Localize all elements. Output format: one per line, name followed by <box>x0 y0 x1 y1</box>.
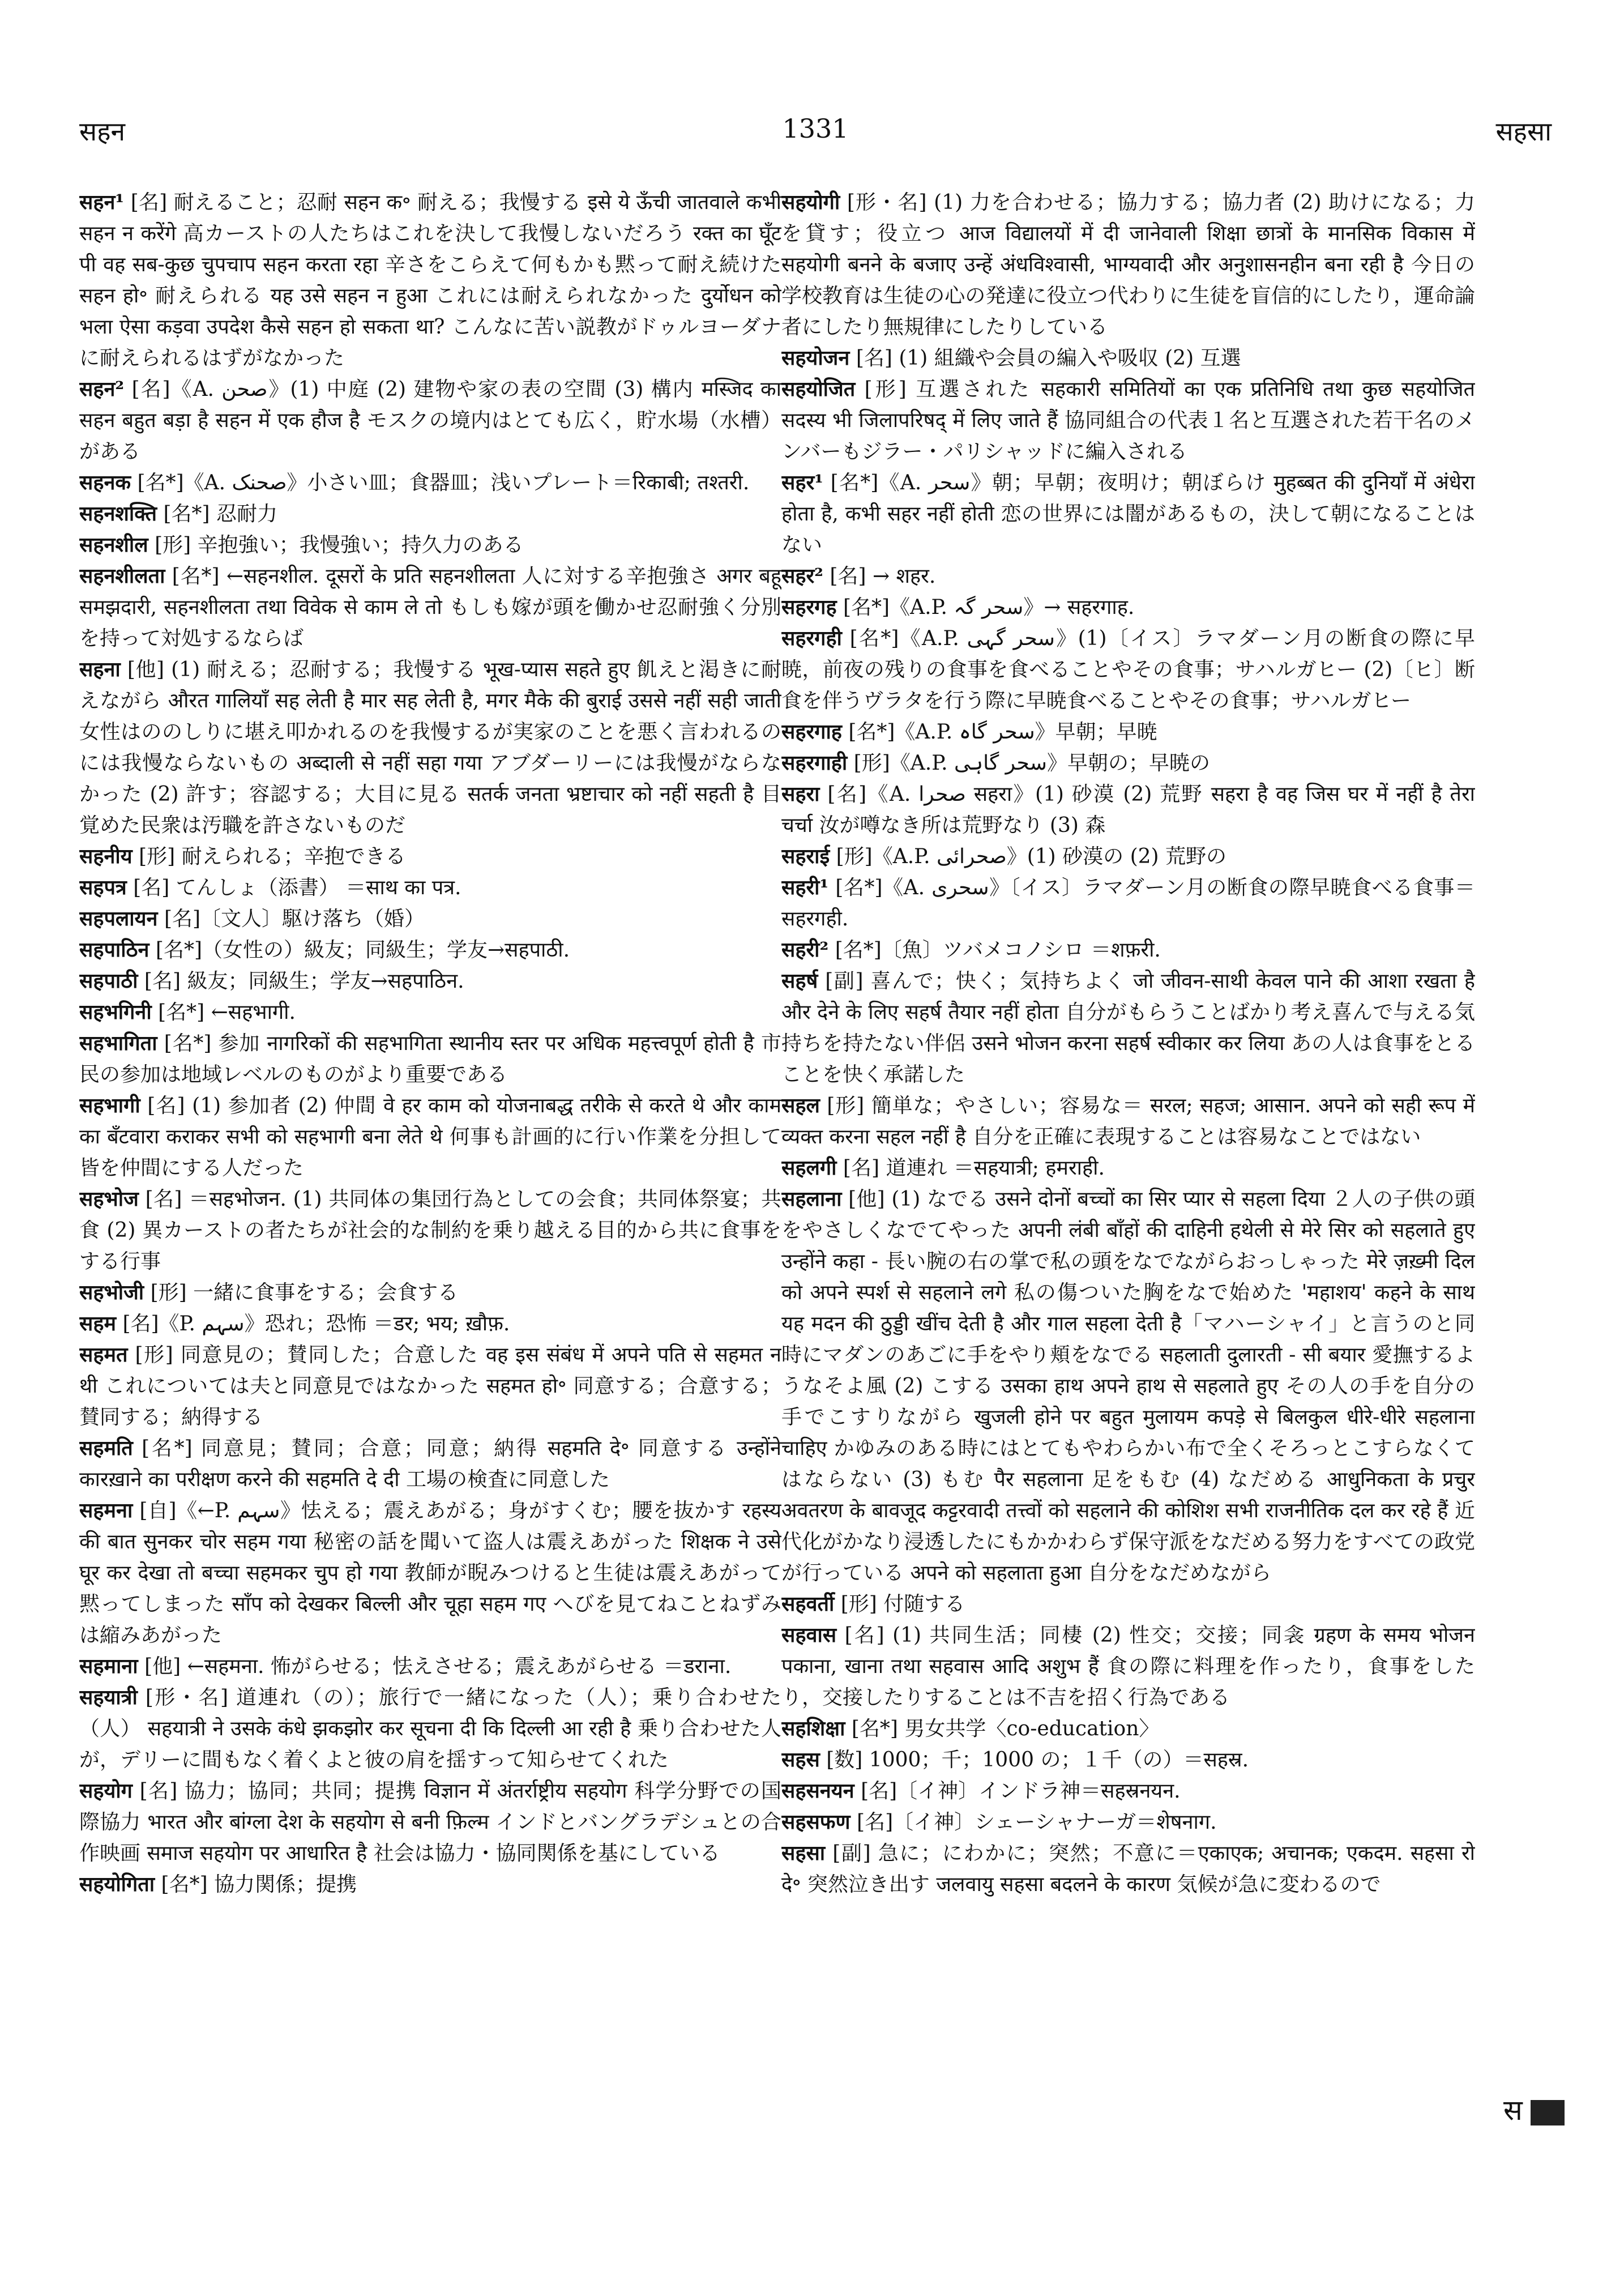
dictionary-entry <box>781 872 1475 934</box>
entry-headword: सहभोजी <box>79 1281 144 1304</box>
dictionary-entry <box>79 1433 781 1495</box>
dictionary-entry <box>79 997 781 1028</box>
entry-definition: [名] てんしょ（添書） ＝साथ का पत्र. <box>133 876 461 899</box>
entry-definition: [形] 同意見の；賛同した；合意した वह इस संबंध में अपने पति से सहमत न थी これについては夫と同意見ではなかった सहमत हो॰ 同意する；合意する；賛同する；納得する <box>79 1343 781 1429</box>
entry-definition: [名*]〔魚〕ツバメコノシロ ＝शफ़री. <box>835 938 1161 962</box>
entry-definition: [副] 急に；にわかに；突然；不意に＝एकाएक; अचानक; एकदम. सहसा रो दे॰ 突然泣き出す जलवायु सहसा बदलने के कारण 気候が急に変わるので <box>781 1842 1475 1896</box>
entry-definition: [形] 簡単な；やさしい；容易な＝ सरल; सहज; आसान. अपने को सही रूप में व्यक्त करना सहल नहीं है 自分を正確に表現することは容易なことではない <box>781 1094 1475 1149</box>
entry-definition: [名] 耐えること；忍耐 सहन क॰ 耐える；我慢する इसे ये ऊँची जातवाले कभी सहन न करेंगे 高カーストの人たちはこれを決して我慢しないだろう रक्त का घूँट पी वह सब-कुछ चुपचाप सहन करता रहा 辛さをこらえて何もかも黙って耐え続けた सहन हो॰ 耐えられる यह उसे सहन न हुआ これには耐えられなかった दुर्योधन को भला ऐसा कड़वा उपदेश कैसे सहन हो सकता था? こんなに苦い説教がドゥルヨーダナに耐えられるはずがなかった <box>79 191 781 370</box>
dictionary-entry <box>79 654 781 841</box>
dictionary-entry <box>781 934 1475 966</box>
dictionary-entry <box>79 374 781 467</box>
entry-headword: सहयात्री <box>79 1685 138 1709</box>
entry-headword: सहनशक्ति <box>79 502 157 526</box>
dictionary-entry <box>79 1869 781 1900</box>
entry-headword: सहलगी <box>781 1156 837 1180</box>
entry-headword: सहस <box>781 1748 820 1772</box>
entry-headword: सहन² <box>79 377 125 401</box>
entry-definition: [名]《A. صحن》(1) 中庭 (2) 建物や家の表の空間 (3) 構内 मस्जिद का सहन बहुत बड़ा है सहन में एक हौज है モスクの境内はとても広く，貯水場（水槽）がある <box>79 378 781 463</box>
entry-headword: सहभागी <box>79 1094 140 1117</box>
dictionary-entry <box>79 561 781 654</box>
dictionary-entry <box>781 1775 1475 1807</box>
dictionary-entry <box>781 187 1475 343</box>
dictionary-entry <box>781 1184 1475 1589</box>
entry-headword: सहवास <box>781 1623 837 1647</box>
dictionary-entry <box>79 187 781 374</box>
dictionary-entry <box>781 779 1475 841</box>
dictionary-entry <box>79 934 781 966</box>
entry-headword: सहरगही <box>781 626 842 650</box>
thumb-index-mark <box>1531 2100 1565 2125</box>
dictionary-entry <box>79 467 781 498</box>
entry-headword: सहनीय <box>79 844 133 868</box>
page-header <box>79 113 1552 164</box>
dictionary-entry <box>79 966 781 997</box>
entry-definition: [名] 道連れ ＝सहयात्री; हमराही. <box>843 1156 1105 1180</box>
entry-definition: [形・名] (1) 力を合わせる；協力する；協力者 (2) 助けになる；力を貸す；役立つ आज विद्यालयों में दी जानेवाली शिक्षा छात्रों के मानसिक विकास में सहयोगी बनने के बजाए उन्हें अंधविश्वासी, भाग्यवादी और अनुशासनहीन बना रही है 今日の学校教育は生徒の心の発達に役立つ代わりに生徒を盲信的にしたり，運命論者にしたり無規律にしたりしている <box>781 191 1475 339</box>
entry-headword: सहल <box>781 1094 820 1117</box>
entry-definition: [名*]《A.P. سحر گہی》(1)〔イス〕ラマダーン月の断食の際に早暁，前夜の残りの食事を食べることやその食事；サハルガヒー (2)〔ヒ〕断食を伴うヴラタを行う際に早暁食べることやその食事；サハルガヒー <box>781 627 1475 712</box>
entry-definition: [形] 一緒に食事をする；会食する <box>150 1281 459 1304</box>
entry-headword: सहशिक्षा <box>781 1717 845 1740</box>
entry-headword: सहनशील <box>79 533 148 557</box>
entry-definition: [形] 互選された सहकारी समितियों का एक प्रतिनिधि तथा कुछ सहयोजित सदस्य भी जिलापरिषद् में लिए जाते हैं 協同組合の代表１名と互選された若干名のメンバーもジラー・パリシャッドに編入される <box>781 378 1475 463</box>
dictionary-entry <box>781 1744 1475 1775</box>
entry-headword: सहपाठी <box>79 969 138 993</box>
entry-definition: [他] (1) 耐える；忍耐する；我慢する भूख-प्यास सहते हुए 飢えと渇きに耐えながら औरत गालियाँ सह लेती है मार सह लेती है, मगर मैके की बुराई उससे नहीं सही जाती 女性はののしりに堪え叩かれるのを我慢するが実家のことを悪く言われるのには我慢ならないもの अब्दाली से नहीं सहा गया アブダーリーには我慢がならなかった (2) 許す；容認する；大目に見る सतर्क जनता भ्रष्टाचार को नहीं सहती है 目覚めた民衆は汚職を許さないものだ <box>79 658 781 837</box>
dictionary-entry <box>781 1807 1475 1838</box>
entry-headword: सहमना <box>79 1499 133 1522</box>
entry-definition: [名*] 男女共学〈co-education〉 <box>851 1717 1160 1740</box>
entry-definition: [名*] 協力関係；提携 <box>161 1873 357 1896</box>
dictionary-entry <box>79 1682 781 1775</box>
entry-headword: सहराई <box>781 844 830 868</box>
entry-headword: सहनक <box>79 471 131 494</box>
entry-definition: [名*]《A.P. سحر گہ》→ सहरगाह. <box>843 596 1135 619</box>
dictionary-entry <box>781 561 1475 592</box>
entry-definition: [名*] 参加 नागरिकों की सहभागिता स्थानीय स्तर पर अधिक महत्त्वपूर्ण होती है 市民の参加は地域レベルのものがより重要である <box>79 1032 781 1086</box>
entry-definition: [名*]（女性の）級友；同級生；学友→सहपाठी. <box>155 938 570 962</box>
entry-definition: [副] 喜んで；快く；気持ちよく जो जीवन-साथी केवल पाने की आशा रखता है और देने के लिए सहर्ष तैयार नहीं होता 自分がもらうことばかり考え喜んで与える気持ちを持たない伴侶 उसने भोजन करना सहर्ष स्वीकार कर लिया あの人は食事をとることを快く承諾した <box>781 970 1475 1086</box>
entry-definition: [名*]《A. سحر》朝；早朝；夜明け；朝ぼらけ मुहब्बत की दुनियाँ में अंधेरा होता है, कभी सहर नहीं होती 恋の世界には闇があるもの，決して朝になることはない <box>781 471 1475 557</box>
entry-definition: [名]〔イ神〕シェーシャナーガ＝शेषनाग. <box>857 1811 1217 1834</box>
entry-headword: सहयोगी <box>781 190 840 214</box>
dictionary-entry <box>79 530 781 561</box>
dictionary-entry <box>781 1620 1475 1713</box>
entry-headword: सहलाना <box>781 1187 842 1211</box>
entry-definition: [形] 辛抱強い；我慢強い；持久力のある <box>155 533 524 557</box>
dictionary-entry <box>781 716 1475 748</box>
dictionary-entry <box>781 748 1475 779</box>
dictionary-entry <box>781 1838 1475 1900</box>
entry-headword: सहरगह <box>781 595 837 619</box>
entry-definition: [名]《P. سہم》恐れ；恐怖 ＝डर; भय; ख़ौफ़. <box>122 1312 510 1335</box>
entry-headword: सहसा <box>781 1841 826 1865</box>
dictionary-entry <box>781 1153 1475 1184</box>
entry-definition: [名] ＝सहभोजन. (1) 共同体の集団行為としての会食；共同体祭宴；共食 (2) 異カーストの者たちが社会的な制約を乗り越える目的から共に食事をする行事 <box>79 1188 781 1273</box>
dictionary-entry <box>79 498 781 530</box>
left-column <box>79 187 781 2226</box>
dictionary-entry <box>781 1713 1475 1744</box>
dictionary-entry <box>781 343 1475 374</box>
entry-definition: [形・名] 道連れ（の）；旅行で一緒になった（人）；乗り合わせた（人） सहयात्री ने उसके कंधे झकझोर कर सूचना दी कि दिल्ली आ रही है 乗り合わせた人が，デリーに間もなく着くよと彼の肩を揺すって知らせてくれた <box>79 1686 781 1772</box>
thumb-index-tab <box>1503 2090 1565 2128</box>
entry-definition: [名]〔文人〕駆け落ち（婚） <box>164 907 425 931</box>
entry-definition: [他] (1) なでる उसने दोनों बच्चों का सिर प्यार से सहला दिया ２人の子供の頭をやさしくなでてやった अपनी लंबी बाँहों की दाहिनी हथेली से मेरे सिर को सहलाते हुए उन्होंने कहा - 長い腕の右の掌で私の頭をなでながらおっしゃった मेरे ज़ख़्मी दिल को अपने स्पर्श से सहलाने लगे 私の傷ついた胸をなで始めた 'महाशय' कहने के साथ यह मदन की ठुड्डी खींच देती है और गाल सहला देती है「マハーシャイ」と言うのと同時にマダンのあごに手をやり頬をなでる सहलाती दुलारती - सी बयार 愛撫するようなそよ風 (2) こする उसका हाथ अपने हाथ से सहलाते हुए その人の手を自分の手でこすりながら खुजली होने पर बहुत मुलायम कपड़े से बिलकुल धीरे-धीरे सहलाना चाहिए かゆみのある時にはとてもやわらかい布で全くそろっとこすらなくてはならない (3) もむ पैर सहलाना 足をもむ (4) なだめる आधुनिकता के प्रचुर अवतरण के बावजूद कट्टरवादी तत्त्वों को सहलाने की कोशिश सभी राजनीतिक दल कर रहे हैं 近代化がかなり浸透したにもかかわらず保守派をなだめる努力をすべての政党が行っている अपने को सहलाता हुआ 自分をなだめながら <box>781 1188 1475 1585</box>
entry-definition: [名*]《A.P. سحر گاہ》早朝；早暁 <box>848 720 1157 744</box>
entry-headword: सहयोजित <box>781 377 856 401</box>
entry-definition: [名*] ←सहनशील. दूसरों के प्रति सहनशीलता 人に対する辛抱強さ अगर बहू समझदारी, सहनशीलता तथा विवेक से काम ले तो もしも嫁が頭を働かせ忍耐強く分別を持って対処するならば <box>79 565 781 650</box>
dictionary-entry <box>781 966 1475 1090</box>
dictionary-entry <box>781 592 1475 623</box>
entry-definition: [名] (1) 参加者 (2) 仲間 वे हर काम को योजनाबद्ध तरीके से करते थे और काम का बँटवारा कराकर सभी को सहभागी बना लेते थे 何事も計画的に行い作業を分担して皆を仲間にする人だった <box>79 1094 781 1180</box>
dictionary-entry <box>781 1589 1475 1620</box>
dictionary-entry <box>781 1090 1475 1153</box>
dictionary-entry <box>781 374 1475 467</box>
entry-definition: [名] (1) 組織や会員の編入や吸収 (2) 互選 <box>856 347 1241 370</box>
entry-definition: [形]《A.P. سحر گاہی》早朝の；早暁の <box>853 752 1210 775</box>
right-column <box>781 187 1475 2226</box>
entry-definition: [他] ←सहमना. 怖がらせる；怯えさせる；震えあがらせる ＝डराना. <box>144 1655 732 1678</box>
entry-headword: सहभोज <box>79 1187 139 1211</box>
entry-headword: सहयोजन <box>781 346 850 370</box>
dictionary-entry <box>79 1028 781 1090</box>
entry-definition: [名*] ←सहभागी. <box>158 1001 296 1024</box>
entry-headword: सहनशीलता <box>79 564 165 588</box>
entry-headword: सहर¹ <box>781 471 823 494</box>
dictionary-entry <box>79 872 781 903</box>
dictionary-entry <box>781 841 1475 872</box>
dictionary-entry <box>781 623 1475 716</box>
entry-definition: [数] 1000；千；1000 の；１千（の）＝सहस्र. <box>826 1748 1249 1772</box>
entry-headword: सहसनयन <box>781 1779 854 1803</box>
entry-headword: सहर्ष <box>781 969 818 993</box>
entry-headword: सहना <box>79 658 121 681</box>
entry-headword: सहपलायन <box>79 907 158 931</box>
entry-headword: सहमाना <box>79 1654 138 1678</box>
entry-headword: सहरी¹ <box>781 876 829 899</box>
entry-headword: सहरगाह <box>781 720 842 744</box>
entry-headword: सहर² <box>781 564 823 588</box>
dictionary-entry <box>79 903 781 934</box>
entry-definition: [名*] 忍耐力 <box>163 502 278 526</box>
entry-headword: सहयोगिता <box>79 1872 155 1896</box>
entry-headword: सहसफण <box>781 1810 851 1834</box>
dictionary-entry <box>79 1277 781 1308</box>
thumb-index-letter: स <box>1503 2094 1523 2127</box>
dictionary-entry <box>79 1775 781 1869</box>
entry-definition: [名*]《A. سحری》〔イス〕ラマダーン月の断食の際早暁食べる食事＝सहरगही. <box>781 876 1475 931</box>
page-number: 1331 <box>782 113 849 144</box>
entry-headword: सहभागिता <box>79 1031 157 1055</box>
dictionary-entry <box>79 1184 781 1277</box>
entry-definition: [形]《A.P. صحرائی》(1) 砂漠の (2) 荒野の <box>836 845 1227 868</box>
entry-headword: सहम <box>79 1312 116 1335</box>
entry-definition: [名] 協力；協同；共同；提携 विज्ञान में अंतर्राष्ट्रीय सहयोग 科学分野での国際協力 भारत और बांग्ला देश के सहयोग से बनी फ़िल्म インドとバングラデシュとの合作映画 समाज सहयोग पर आधारित है 社会は協力・協同関係を基にしている <box>79 1779 781 1865</box>
header-right-guide-word: सहसा <box>1495 116 1552 147</box>
entry-definition: [名] 級友；同級生；学友→सहपाठिन. <box>144 970 464 993</box>
entry-headword: सहपाठिन <box>79 938 149 962</box>
entry-definition: [自]《←P. سہم》怯える；震えあがる；身がすくむ；腰を抜かす रहस्य की बात सुनकर चोर सहम गया 秘密の話を聞いて盗人は震えあがった शिक्षक ने उसे घूर कर देखा तो बच्चा सहमकर चुप हो गया 教師が睨みつけると生徒は震えあがって黙ってしまった साँप को देखकर बिल्ली और चूहा सहम गए へびを見てねことねずみは縮みあがった <box>79 1499 781 1647</box>
entry-definition: [形] 耐えられる；辛抱できる <box>139 845 406 868</box>
dictionary-entry <box>79 1651 781 1682</box>
dictionary-entry <box>79 1495 781 1651</box>
entry-headword: सहरा <box>781 782 820 806</box>
entry-headword: सहभगिनी <box>79 1000 152 1024</box>
dictionary-entry <box>79 1090 781 1184</box>
entry-headword: सहन¹ <box>79 190 125 214</box>
entry-definition: [名] (1) 共同生活；同棲 (2) 性交；交接；同衾 ग्रहण के समय भोजन पकाना, खाना तथा सहवास आदि अशुभ हैं 食の際に料理を作ったり，食事をしたり，交接したりすることは不吉を招く行為である <box>781 1624 1475 1709</box>
entry-definition: [名] → शहर. <box>830 565 936 588</box>
entry-definition: [名*]《A. صحنک》小さい皿；食器皿；浅いプレート＝रिकाबी; तश्तरी. <box>137 471 750 494</box>
entry-definition: [形] 付随する <box>840 1593 965 1616</box>
entry-definition: [名]〔イ神〕インドラ神＝सहस्रनयन. <box>861 1779 1181 1803</box>
header-left-guide-word: सहन <box>79 116 126 147</box>
entry-headword: सहवर्ती <box>781 1592 835 1616</box>
dictionary-entry <box>79 1339 781 1433</box>
entry-headword: सहपत्र <box>79 876 127 899</box>
entry-headword: सहरी² <box>781 938 829 962</box>
dictionary-entry <box>781 467 1475 561</box>
entry-headword: सहरगाही <box>781 751 848 775</box>
dictionary-entry <box>79 841 781 872</box>
entry-headword: सहमति <box>79 1436 133 1460</box>
entry-headword: सहमत <box>79 1343 128 1367</box>
dictionary-entry <box>79 1308 781 1339</box>
entry-definition: [名*] 同意見；賛同；合意；同意；納得 सहमति दे॰ 同意する उन्होंने कारख़ाने का परीक्षण करने की सहमति दे दी 工場の検査に同意した <box>79 1437 781 1491</box>
entry-definition: [名]《A. صحرا सहरा》(1) 砂漠 (2) 荒野 सहरा है वह जिस घर में नहीं है तेरा चर्चा 汝が噂なき所は荒野なり (3) 森 <box>781 783 1475 837</box>
entry-headword: सहयोग <box>79 1779 133 1803</box>
